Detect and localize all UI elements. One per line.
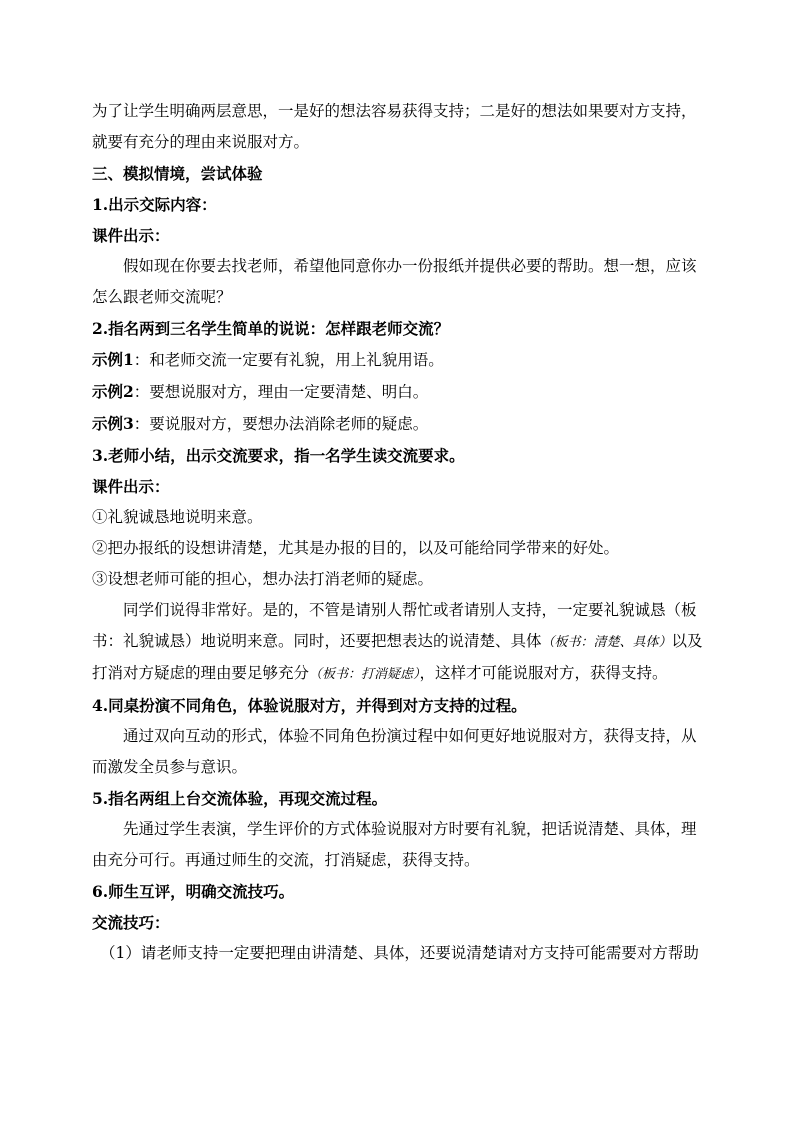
board-note-2: （板书：打消疑虑） [309, 667, 420, 682]
example-3-text: ：要说服对方，要想办法消除老师的疑虑。 [133, 415, 429, 433]
step-3-title: 3.老师小结，出示交流要求，指一名学生读交流要求。 [92, 446, 465, 465]
step-3-text-c: ，这样才可能说服对方，获得支持。 [419, 664, 668, 682]
step-4-text: 通过双向互动的形式，体验不同角色扮演过程中如何更好地说服对方，获得支持，从而激发全员参与意识。 [92, 727, 697, 776]
step-3-label: 课件出示： [92, 477, 170, 496]
step-1-title: 1.出示交际内容： [92, 195, 217, 214]
example-1-text: ：和老师交流一定要有礼貌，用上礼貌用语。 [133, 351, 444, 369]
requirement-3: ③设想老师可能的担心，想办法打消老师的疑虑。 [92, 570, 434, 588]
example-2 [92, 376, 710, 408]
example-3 [92, 408, 710, 440]
step-1-text: 假如现在你要去找老师，希望他同意你办一份报纸并提供必要的帮助。想一想，应该怎么跟老师交流呢？ [92, 257, 697, 306]
step-5-title: 5.指名两组上台交流体验，再现交流过程。 [92, 789, 388, 808]
requirement-2: ②把办报纸的设想讲清楚，尤其是办报的目的，以及可能给同学带来的好处。 [92, 539, 620, 557]
step-2-title: 2.指名两到三名学生简单的说说：怎样跟老师交流？ [92, 319, 450, 338]
section-heading-3: 三、模拟情境，尝试体验 [92, 164, 263, 183]
tip-item-1: （1）请老师支持一定要把理由讲清楚、具体，还要说清楚请对方支持可能需要对方帮助 [100, 944, 699, 962]
example-1 [92, 344, 710, 376]
intro-paragraph: 为了让学生明确两层意思，一是好的想法容易获得支持；二是好的想法如果要对方支持，就要有充分的理由来说服对方。 [92, 102, 697, 151]
step-6-label: 交流技巧： [92, 913, 170, 932]
document-body [92, 96, 710, 969]
step-4-title: 4.同桌扮演不同角色，体验说服对方，并得到对方支持的过程。 [92, 696, 527, 715]
requirement-1: ①礼貌诚恳地说明来意。 [92, 508, 263, 526]
board-note-1: （板书：清楚、具体） [541, 635, 672, 650]
example-2-text: ：要想说服对方，理由一定要清楚、明白。 [133, 383, 429, 401]
example-2-label: 示例2 [92, 382, 134, 401]
example-1-label: 示例1 [92, 350, 134, 369]
step-1-label: 课件出示： [92, 226, 170, 245]
step-3-text-b: 以及打消对方疑虑的理由要足够充分 [92, 632, 703, 682]
step-3-text-a: 同学们说得非常好。是的，不管是请别人帮忙或者请别人支持，一定要礼貌诚恳（板书：礼貌诚恳）地说明来意。同时，还要把想表达的说清楚、具体 [92, 601, 697, 650]
step-3-paragraph [92, 595, 710, 690]
example-3-label: 示例3 [92, 414, 134, 433]
step-5-text: 先通过学生表演，学生评价的方式体验说服对方时要有礼貌，把话说清楚、具体，理由充分可行。再通过师生的交流，打消疑虑，获得支持。 [92, 820, 697, 869]
step-6-title: 6.师生互评，明确交流技巧。 [92, 882, 295, 901]
